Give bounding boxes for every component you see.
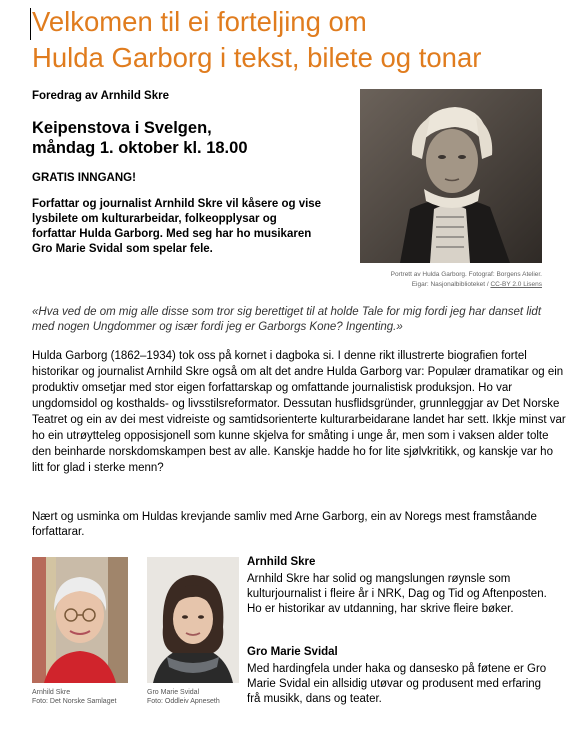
portrait-credit-line-2 bbox=[350, 280, 542, 290]
intro-paragraph: Forfattar og journalist Arnhild Skre vil kåsere og vise lysbilete om kulturarbeidar, folkeopplysar og forfattar Hulda Garborg. Med seg har ho musikaren Gro Marie Svidal som spelar fele. bbox=[32, 198, 322, 255]
photo1-caption bbox=[32, 688, 142, 706]
gro-illustration bbox=[147, 557, 239, 683]
title-line-2: Hulda Garborg i tekst, bilete og tonar bbox=[32, 42, 482, 73]
page-title bbox=[32, 4, 572, 76]
closing-paragraph: Nært og usminka om Huldas krevjande samliv med Arne Garborg, ein av Noregs mest framståande forfattarar. bbox=[32, 511, 537, 538]
portrait-credit-line-1: Portrett av Hulda Garborg. Fotograf: Borgens Atelier. bbox=[390, 271, 542, 278]
title-line-1: Velkomen til ei forteljing om bbox=[32, 6, 367, 37]
bio1-name: Arnhild Skre bbox=[247, 556, 316, 568]
arnhild-illustration bbox=[32, 557, 128, 683]
arnhild-skre-photo bbox=[32, 557, 128, 683]
venue-line-1: Keipenstova i Svelgen, bbox=[32, 119, 212, 137]
admission: GRATIS INNGANG! bbox=[32, 172, 136, 184]
photo1-caption-credit: Foto: Det Norske Samlaget bbox=[32, 698, 117, 705]
diary-quote: «Hva ved de om mig alle disse som tror sig berettiget til at holde Tale for mig fordi jeg har danset lidt med nogen Ungdommer og især fordi jeg er Garborgs Kone? Ingenting.» bbox=[32, 306, 542, 333]
hulda-portrait-photo bbox=[360, 89, 542, 263]
gro-marie-svidal-photo bbox=[147, 557, 239, 683]
bio2-text: Med hardingfela under haka og dansesko på føtene er Gro Marie Svidal ein allsidig utøvar og produsent med erfaring frå musikk, dans og teater. bbox=[247, 663, 547, 705]
photo1-caption-name: Arnhild Skre bbox=[32, 689, 71, 696]
portrait-credit-owner: Eigar: Nasjonalbiblioteket / bbox=[411, 281, 491, 288]
photo2-caption-name: Gro Marie Svidal bbox=[147, 689, 200, 696]
lecture-by: Foredrag av Arnhild Skre bbox=[32, 90, 169, 102]
venue-line-2: måndag 1. oktober kl. 18.00 bbox=[32, 139, 248, 157]
portrait-credit bbox=[350, 270, 542, 290]
license-link[interactable]: CC-BY 2.0 Lisens bbox=[490, 281, 542, 288]
bio2-name: Gro Marie Svidal bbox=[247, 646, 338, 658]
bio1-text: Arnhild Skre har solid og mangslungen røynsle som kulturjournalist i fleire år i NRK, Dag og Tid og Aftenposten. Ho er historikar av utdanning, har skrive fleire bøker. bbox=[247, 573, 547, 615]
text-cursor bbox=[30, 8, 31, 40]
body-paragraph: Hulda Garborg (1862–1934) tok oss på kornet i dagboka si. I denne rikt illustrerte biografien fortel historikar og journalist Arnhild Skre også om alt det andre Hulda Garborg var: Populær dramatikar og ein produktiv omsetjar med stor eigen forfattarskap og omfattande journalistisk produksjon. Ho var ungdomsidol og kosthalds- og livsstilsreformator. Dessutan husflidsgründer, grunnleggjar av Det Norske Teatret og ein av dei mest vidreiste og samtidsorienterte kulturarbeidarane landet har sett. Ikkje minst var ho ein utrøytteleg opposisjonell som kunne skjelva for småting i unge år, men som i vaksen alder tolte den beinharde norskdomskampen best av alle. Kanskje hadde ho for lite sjølvkritikk, og kanskje var ho litt for glad i sterke menn? bbox=[32, 350, 566, 474]
photo2-caption-credit: Foto: Oddleiv Apneseth bbox=[147, 698, 220, 705]
portrait-illustration bbox=[360, 89, 542, 263]
photo2-caption bbox=[147, 688, 257, 706]
venue bbox=[32, 118, 248, 158]
